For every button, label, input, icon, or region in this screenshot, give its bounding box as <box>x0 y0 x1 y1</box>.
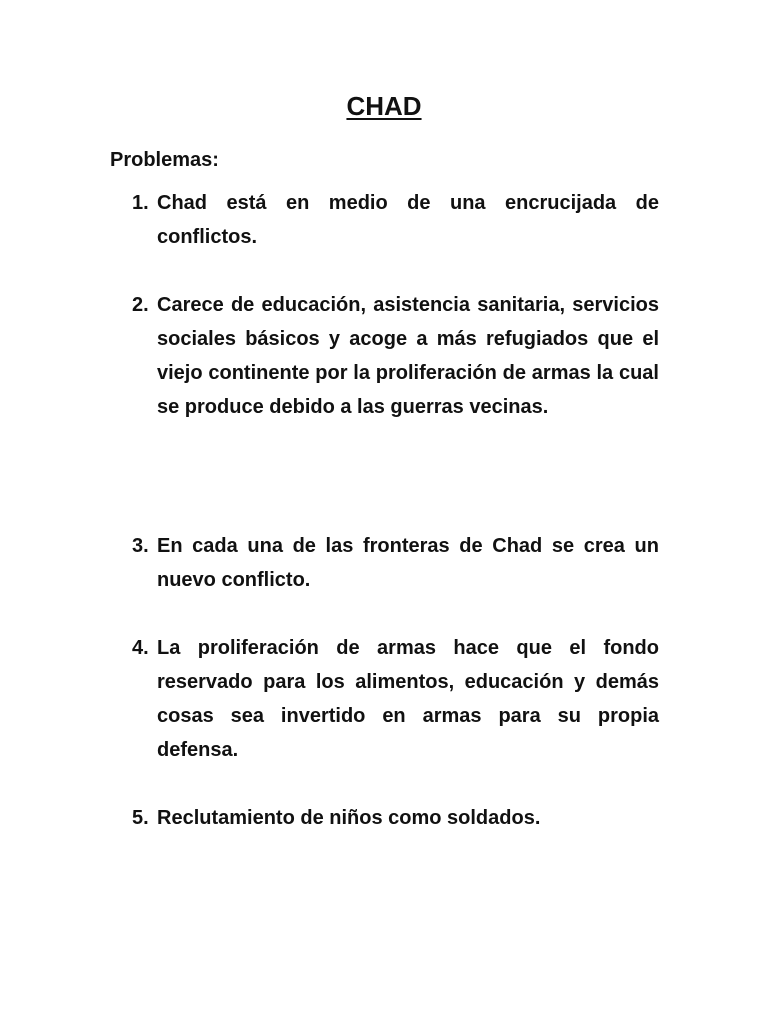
list-item-text: Reclutamiento de niños como soldados. <box>157 807 541 829</box>
list-item-5 <box>132 801 659 835</box>
list-item-number: 5. <box>132 807 149 829</box>
list-item-number: 3. <box>132 535 149 557</box>
list-item-2 <box>132 288 659 424</box>
list-item-number: 4. <box>132 637 149 659</box>
list-item-number: 1. <box>132 192 149 214</box>
list-item-text: Carece de educación, asistencia sanitaria, servicios sociales básicos y acoge a más refugiados que el viejo continente por la proliferación de armas la cual se produce debido a las guerras vecinas. <box>157 294 659 418</box>
page-title <box>0 88 768 124</box>
list-item-text: La proliferación de armas hace que el fondo reservado para los alimentos, educación y demás cosas sea invertido en armas para su propia defensa. <box>157 637 659 761</box>
list-item-1 <box>132 186 659 254</box>
list-item-text: En cada una de las fronteras de Chad se crea un nuevo conflicto. <box>157 535 659 591</box>
list-item-3 <box>132 529 659 597</box>
list-item-text: Chad está en medio de una encrucijada de conflictos. <box>157 192 659 248</box>
list-item-4 <box>132 631 659 767</box>
list-item-number: 2. <box>132 294 149 316</box>
section-heading: Problemas: <box>110 149 219 171</box>
title-text: CHAD <box>346 91 422 121</box>
